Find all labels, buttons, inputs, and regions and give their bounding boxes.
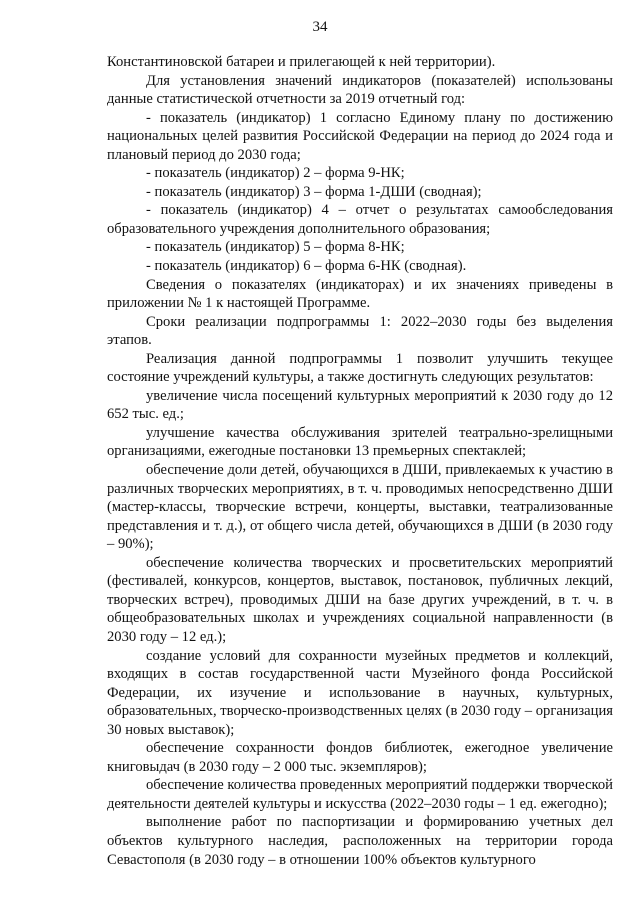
document-body	[107, 53, 613, 869]
paragraph: - показатель (индикатор) 2 – форма 9-НК;	[146, 165, 405, 182]
paragraph: обеспечение количества творческих и просветительских мероприятий (фестивалей, конкурсов, концертов, выставок, постановок, публичных лекций, творческих встреч), проводимых ДШИ на базе других учреждений, в т. ч. в общеобразовательных школах и учреждениях социальной направленности (в 2030 году – 12 ед.);	[107, 554, 613, 645]
paragraph: обеспечение доли детей, обучающихся в ДШИ, привлекаемых к участию в различных творческих мероприятиях, в т. ч. проводимых непосредственно ДШИ (мастер-классы, творческие встречи, концерты, выставки, театрализованные представления и т. д.), от общего числа детей, обучающихся в ДШИ (в 2030 году – 90%);	[107, 462, 613, 553]
paragraph: Реализация данной подпрограммы 1 позволит улучшить текущее состояние учреждений культуры, а также достигнуть следующих результатов:	[107, 350, 613, 386]
paragraph: - показатель (индикатор) 6 – форма 6-НК (сводная).	[146, 258, 467, 275]
paragraph: обеспечение сохранности фондов библиотек, ежегодное увеличение книговыдач (в 2030 году – 2 000 тыс. экземпляров);	[107, 740, 613, 775]
paragraph: - показатель (индикатор) 4 – отчет о результатах самообследования образовательного учреждения дополнительного образования;	[107, 202, 613, 237]
paragraph: Константиновской батареи и прилегающей к ней территории).	[107, 54, 496, 70]
paragraph: улучшение качества обслуживания зрителей театрально-зрелищными организациями, ежегодные постановки 13 премьерных спектаклей;	[107, 424, 613, 460]
paragraph: - показатель (индикатор) 1 согласно Единому плану по достижению национальных целей развития Российской Федерации на период до 2024 года и плановый период до 2030 года;	[107, 109, 613, 163]
paragraph: обеспечение количества проведенных мероприятий поддержки творческой деятельности деятелей культуры и искусства (2022–2030 годы – 1 ед. ежегодно);	[107, 777, 613, 812]
paragraph: увеличение числа посещений культурных мероприятий к 2030 году до 12 652 тыс. ед.;	[107, 387, 613, 423]
page-number: 34	[312, 19, 328, 35]
paragraph: Сроки реализации подпрограммы 1: 2022–2030 годы без выделения этапов.	[107, 313, 613, 349]
paragraph: - показатель (индикатор) 5 – форма 8-НК;	[146, 239, 405, 256]
paragraph: выполнение работ по паспортизации и формированию учетных дел объектов культурного наследия, расположенных на территории города Севастополя (в 2030 году – в отношении 100% объектов культурного	[107, 814, 613, 868]
paragraph: создание условий для сохранности музейных предметов и коллекций, входящих в состав государственной части Музейного фонда Российской Федерации, их изучение и использование в научных, культурных, образовательных, творческо-производственных целях (в 2030 году – организация 30 новых выставок);	[107, 647, 613, 738]
paragraph: Для установления значений индикаторов (показателей) использованы данные статистической отчетности за 2019 отчетный год:	[107, 72, 613, 108]
paragraph: - показатель (индикатор) 3 – форма 1-ДШИ (сводная);	[146, 183, 482, 200]
paragraph: Сведения о показателях (индикаторах) и их значениях приведены в приложении № 1 к настоящей Программе.	[107, 276, 613, 312]
